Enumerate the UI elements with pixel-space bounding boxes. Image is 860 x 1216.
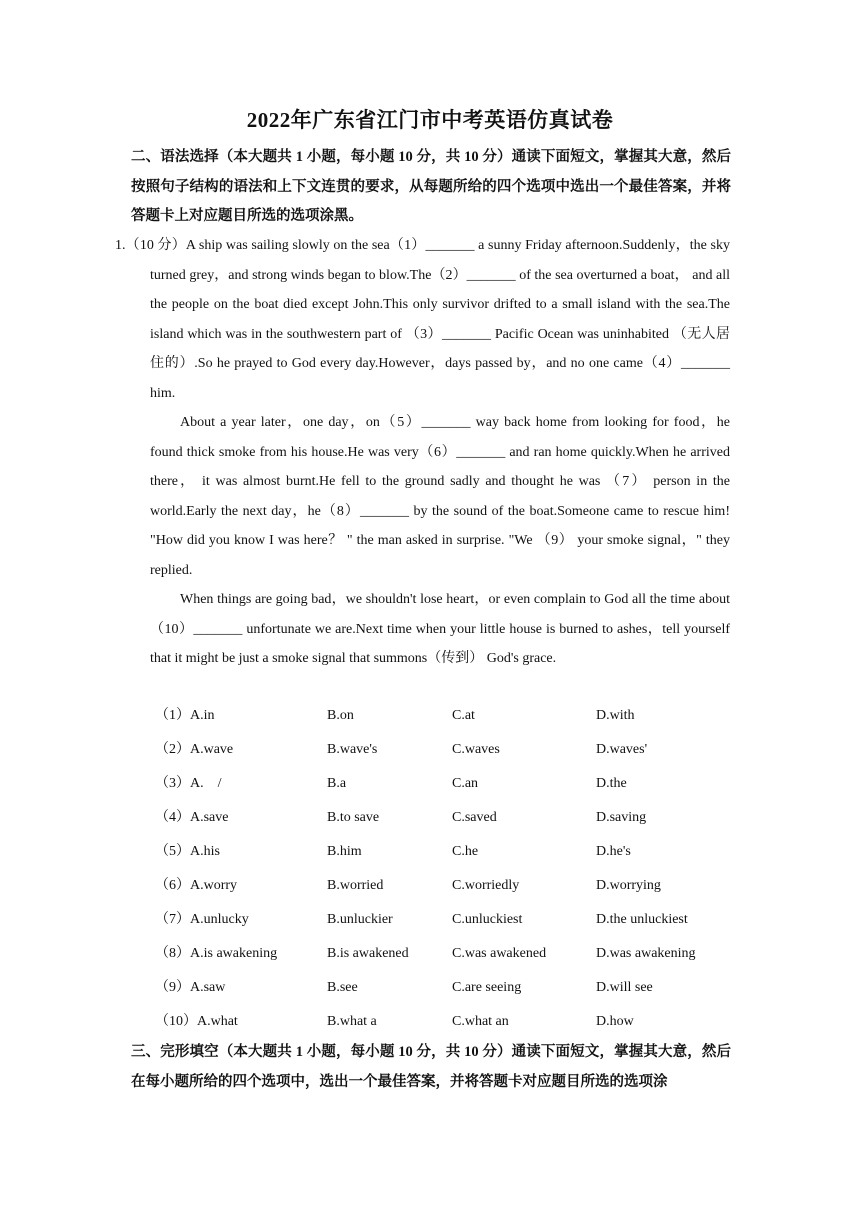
- option-a: （3）A. /: [155, 776, 222, 791]
- option-d: D.was awakening: [596, 946, 696, 961]
- option-d: D.will see: [596, 980, 653, 995]
- question-1-passage: [115, 231, 730, 674]
- option-b: B.is awakened: [327, 946, 409, 961]
- option-a: （8）A.is awakening: [155, 946, 278, 961]
- option-c: C.saved: [452, 810, 497, 825]
- option-a: （9）A.saw: [155, 980, 226, 995]
- option-d: D.how: [596, 1014, 634, 1029]
- option-a: （1）A.in: [155, 708, 215, 723]
- option-c: C.he: [452, 844, 479, 859]
- option-c: C.what an: [452, 1014, 509, 1029]
- section-2-instructions: 二、语法选择（本大题共 1 小题，每小题 10 分，共 10 分）通读下面短文，掌握其大意，然后按照句子结构的语法和上下文连贯的要求，从每题所给的四个选项中选出一个最佳答案，并将答题卡上对应题目所选的选项涂黑。: [131, 149, 731, 224]
- question-number: 1.（10 分）: [115, 238, 186, 253]
- answer-options-table: [155, 701, 735, 1041]
- option-c: C.an: [452, 776, 479, 791]
- option-c: C.are seeing: [452, 980, 522, 995]
- option-a: （2）A.wave: [155, 742, 234, 757]
- option-c: C.at: [452, 708, 475, 723]
- option-row: [155, 1007, 735, 1041]
- option-row: [155, 939, 735, 973]
- option-row: [155, 837, 735, 871]
- exam-title: 2022年广东省江门市中考英语仿真试卷: [246, 108, 614, 132]
- option-d: D.with: [596, 708, 635, 723]
- option-c: C.unluckiest: [452, 912, 523, 927]
- option-row: [155, 701, 735, 735]
- option-row: [155, 973, 735, 1007]
- section-3-instructions: 三、完形填空（本大题共 1 小题，每小题 10 分，共 10 分）通读下面短文，掌握其大意，然后在每小题所给的四个选项中，选出一个最佳答案，并将答题卡对应题目所选的选项涂: [131, 1044, 731, 1090]
- option-b: B.unluckier: [327, 912, 393, 927]
- option-b: B.on: [327, 708, 354, 723]
- option-c: C.waves: [452, 742, 500, 757]
- option-row: [155, 803, 735, 837]
- option-b: B.him: [327, 844, 362, 859]
- option-c: C.was awakened: [452, 946, 547, 961]
- option-d: D.the unluckiest: [596, 912, 688, 927]
- option-row: [155, 735, 735, 769]
- passage-paragraph-1: [115, 231, 730, 408]
- passage-paragraph-2: About a year later，one day，on（5）_______ way back home from looking for food，he found thick smoke from his house.He was very（6）_______ and ran home quickly.When he arrived there， it was almost burnt.He fell to the ground sadly and thought he was （7） person in the world.Early the next day，he（8）_______ by the sound of the boat.Someone came to rescue him! "How did you know I was here？ " the man asked in surprise. "We （9） your smoke signal，" they replied.: [150, 415, 730, 578]
- option-b: B.wave's: [327, 742, 378, 757]
- option-b: B.a: [327, 776, 347, 791]
- option-d: D.the: [596, 776, 627, 791]
- option-a: （4）A.save: [155, 810, 229, 825]
- passage-paragraph-3: When things are going bad，we shouldn't lose heart，or even complain to God all the time about （10）_______ unfortunate we are.Next time when your little house is burned to ashes，tell yourself that it might be just a smoke signal that summons（传到） God's grace.: [150, 592, 730, 666]
- paragraph-text: A ship was sailing slowly on the sea（1）_______ a sunny Friday afternoon.Suddenly，the sky turned grey，and strong winds began to blow.The（2）_______ of the sea overturned a boat， and all the people on the boat died except John.This only survivor drifted to a small island with the sea.The island which was in the southwestern part of （3）_______ Pacific Ocean was uninhabited （无人居住的）.So he prayed to God every day.However，days passed by，and no one came（4）_______ him.: [150, 238, 730, 401]
- option-b: B.to save: [327, 810, 380, 825]
- option-a: （10）A.what: [155, 1014, 238, 1029]
- option-row: [155, 769, 735, 803]
- option-b: B.worried: [327, 878, 384, 893]
- option-b: B.see: [327, 980, 358, 995]
- option-row: [155, 905, 735, 939]
- option-b: B.what a: [327, 1014, 377, 1029]
- option-a: （7）A.unlucky: [155, 912, 249, 927]
- option-row: [155, 871, 735, 905]
- option-a: （6）A.worry: [155, 878, 238, 893]
- option-a: （5）A.his: [155, 844, 220, 859]
- option-c: C.worriedly: [452, 878, 520, 893]
- option-d: D.waves': [596, 742, 648, 757]
- option-d: D.he's: [596, 844, 631, 859]
- option-d: D.worrying: [596, 878, 661, 893]
- option-d: D.saving: [596, 810, 647, 825]
